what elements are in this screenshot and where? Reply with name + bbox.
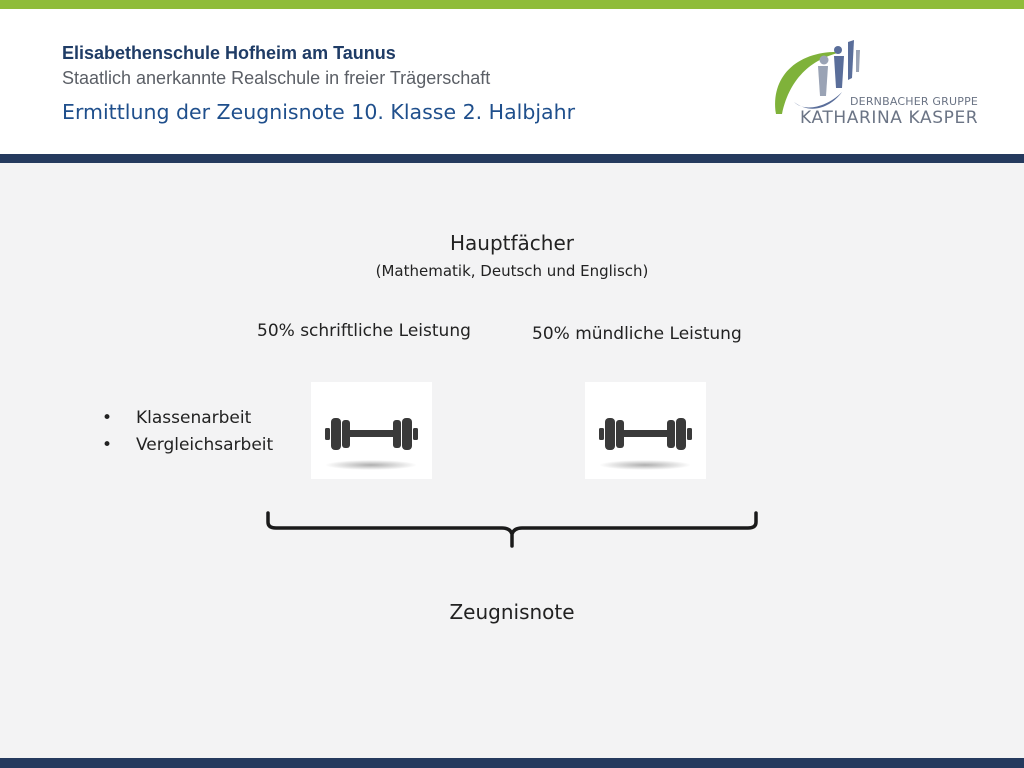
list-item-label: Vergleichsarbeit: [136, 435, 274, 455]
list-item-label: Klassenarbeit: [136, 408, 252, 428]
combining-brace: [264, 510, 760, 550]
main-heading: Hauptfächer: [449, 231, 574, 255]
footer-bar: [0, 758, 1024, 768]
school-subtitle: Staatlich anerkannte Realschule in freier Trägerschaft: [62, 68, 491, 88]
logo-group-text: DERNBACHER GRUPPE: [850, 95, 979, 108]
header-divider-bar: [0, 154, 1024, 163]
bullet-icon: •: [102, 435, 113, 455]
slide-title: Ermittlung der Zeugnisnote 10. Klasse 2. Halbjahr: [62, 100, 576, 124]
main-subheading: (Mathematik, Deutsch und Englisch): [375, 262, 649, 280]
list-item: [100, 405, 273, 432]
written-performance-label: 50% schriftliche Leistung: [257, 321, 471, 341]
dumbbell-icon: [585, 382, 706, 479]
bullet-icon: •: [102, 408, 113, 428]
written-items-list: [100, 405, 273, 459]
oral-performance-label: 50% mündliche Leistung: [532, 324, 742, 344]
result-label: Zeugnisnote: [449, 600, 575, 624]
logo-name-text: KATHARINA KASPER: [800, 108, 979, 128]
oral-weight-tile: [585, 382, 706, 479]
top-accent-stripe: [0, 0, 1024, 9]
school-name: Elisabethenschule Hofheim am Taunus: [62, 43, 396, 63]
written-weight-tile: [311, 382, 432, 479]
list-item: [100, 432, 273, 459]
dumbbell-icon: [311, 382, 432, 479]
